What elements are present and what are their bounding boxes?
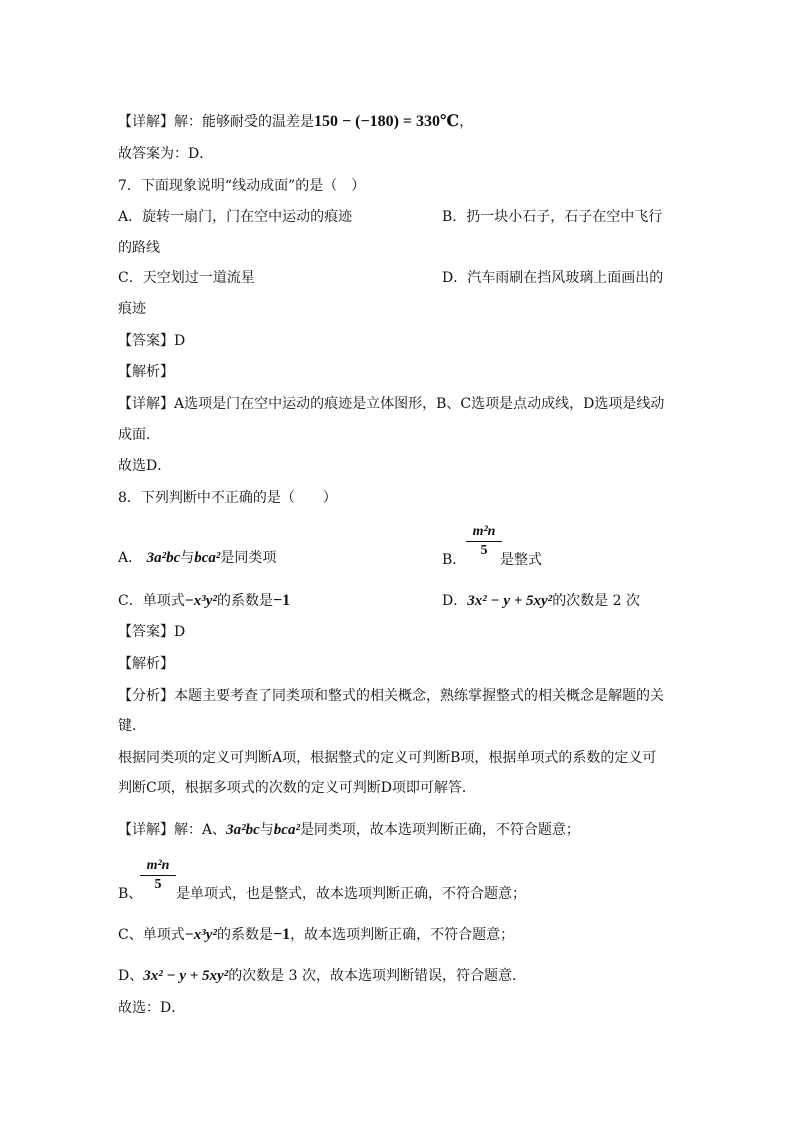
math-expression: −x³y²	[184, 593, 217, 609]
q8-detail-b-prefix: B、	[118, 886, 143, 902]
detail-line	[118, 112, 473, 132]
math-expression: 3x² − y + 5xy²	[143, 968, 229, 984]
fraction: m²n 5	[466, 524, 502, 559]
q7-option-c: C．天空划过一道流星	[118, 270, 255, 286]
q8-detail-c: C、单项式−x³y²的系数是−1，故本选项判断正确，不符合题意；	[118, 926, 515, 943]
q8-detail-b-suffix: 是单项式，也是整式，故本选项判断正确，不符合题意；	[176, 886, 526, 902]
q8-option-c: C．单项式−x³y²的系数是−1	[118, 592, 291, 609]
q7-option-d: D．汽车雨刷在挡风玻璃上面画出的	[442, 270, 664, 286]
q7-detail-cont: 成面．	[118, 427, 160, 443]
math-value: −1	[272, 592, 291, 609]
q8-option-b-prefix: B．	[442, 552, 467, 568]
q8-detail-d: D、3x² − y + 5xy²的次数是 3 次，故本选项判断错误，符合题意．	[118, 968, 526, 984]
q8-option-d: D．3x² − y + 5xy²的次数是 2 次	[442, 593, 640, 609]
q7-analysis-label: 【解析】	[118, 364, 174, 380]
math-value: −1	[272, 926, 291, 943]
q8-analysis-label: 【解析】	[118, 656, 174, 672]
q7-answer: 【答案】D	[118, 333, 186, 349]
fraction: m²n 5	[140, 858, 176, 893]
math-expression: 3x² − y + 5xy²	[467, 593, 553, 609]
q8-fenxi-reason-cont: 判断C项，根据多项式的次数的定义可判断D项即可解答．	[118, 780, 476, 796]
math-expression: bca²	[273, 822, 300, 838]
q7-option-a: A．旋转一扇门，门在空中运动的痕迹	[118, 209, 353, 225]
math-expression: bca²	[194, 550, 221, 566]
q8-detail-a: 【详解】解：A、3a²bc与bca²是同类项，故本选项判断正确，不符合题意；	[118, 822, 580, 838]
q8-option-b-suffix: 是整式	[500, 552, 542, 568]
q7-detail: 【详解】A选项是门在空中运动的痕迹是立体图形，B、C选项是点动成线，D选项是线动	[118, 396, 665, 412]
question-8-stem: 8．下列判断中不正确的是（ ）	[118, 490, 337, 506]
q8-fenxi: 【分析】本题主要考查了同类项和整式的相关概念，熟练掌握整式的相关概念是解题的关	[118, 688, 664, 704]
q7-option-b-cont: 的路线	[118, 240, 160, 256]
q8-answer: 【答案】D	[118, 624, 186, 640]
detail-label: 【详解】解：能够耐受的温差是	[118, 114, 314, 130]
question-7-stem: 7．下面现象说明“线动成面”的是（ ）	[118, 178, 366, 194]
q7-option-d-cont: 痕迹	[118, 301, 146, 317]
temperature-expression: 150 − (−180) = 330℃	[314, 113, 460, 130]
q7-conclusion: 故选D．	[118, 458, 172, 474]
q8-option-a: A． 3a²bc与bca²是同类项	[118, 550, 277, 566]
q7-option-b: B．扔一块小石子，石子在空中飞行	[442, 209, 663, 225]
answer-line: 故答案为：D．	[118, 146, 214, 162]
q8-fenxi-cont: 键．	[118, 718, 146, 734]
q8-fenxi-reason: 根据同类项的定义可判断A项，根据整式的定义可判断B项，根据单项式的系数的定义可	[118, 750, 657, 766]
math-expression: −x³y²	[184, 927, 217, 943]
math-expression: 3a²bc	[146, 550, 181, 566]
math-expression: 3a²bc	[226, 822, 260, 838]
q8-conclusion: 故选：D．	[118, 1000, 186, 1016]
punctuation: ，	[459, 114, 474, 130]
